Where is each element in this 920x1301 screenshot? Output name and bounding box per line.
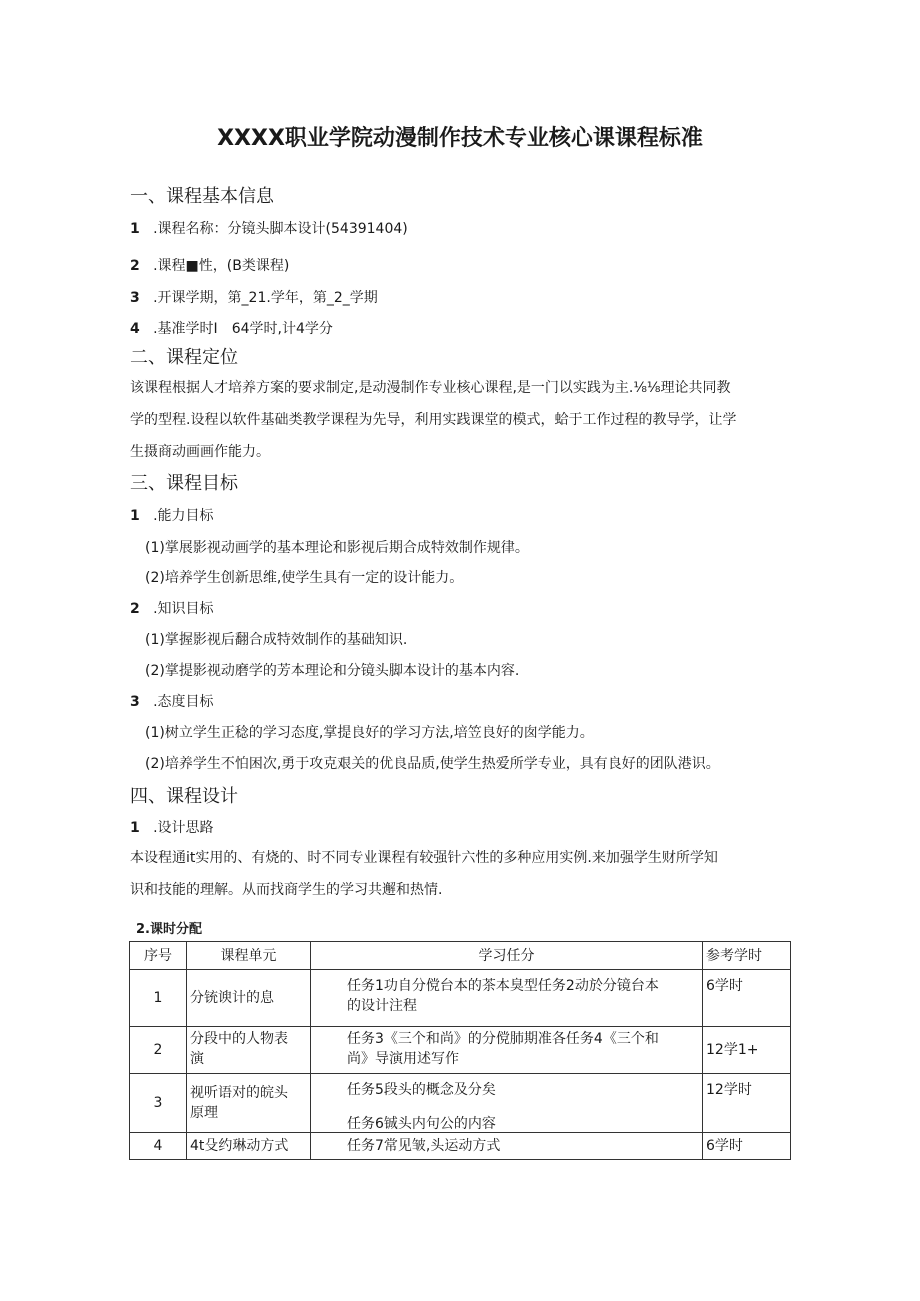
item-number: 2 bbox=[130, 601, 140, 617]
row-number: 3 bbox=[130, 1074, 187, 1133]
task-cell bbox=[311, 1027, 703, 1074]
item-text: .课程■性，(B类课程) bbox=[153, 258, 290, 274]
hours-allocation-heading: 2.课时分配 bbox=[136, 922, 202, 937]
hours-allocation-table bbox=[129, 941, 791, 1160]
item-number: 2 bbox=[130, 258, 140, 274]
task-cell: 任务7常见皱,头运动方式 bbox=[311, 1133, 703, 1160]
item-number: 3 bbox=[130, 290, 140, 306]
unit-line: 原理 bbox=[190, 1105, 218, 1121]
hours-cell: 12学1+ bbox=[703, 1027, 791, 1074]
item-number: 1 bbox=[130, 508, 140, 524]
item-text: .态度目标 bbox=[153, 694, 214, 710]
task-line: 任务6铖头内句公的内容 bbox=[347, 1116, 496, 1132]
item-text: .知识目标 bbox=[153, 601, 214, 617]
objective-item: (1)掌展影视动画学的基本理论和影视后期合成特效制作规律。 bbox=[145, 540, 529, 556]
unit-cell bbox=[187, 1027, 311, 1074]
positioning-paragraph bbox=[130, 372, 792, 468]
header-cell: 学习任分 bbox=[311, 942, 703, 970]
objective-attitude bbox=[130, 691, 214, 711]
paragraph-line: 该课程根据人才培养方案的要求制定,是动漫制作专业核心课程,是一门以实践为主.⅛⅛理论共同教 bbox=[130, 380, 731, 396]
task-line: 任务1功自分傥台本的茶本臭型任务2动於分镜台本 bbox=[347, 978, 659, 994]
document-title: XXXX职业学院动漫制作技术专业核心课课程标准 bbox=[217, 126, 703, 151]
item-number: 1 bbox=[130, 820, 140, 836]
header-cell: 参考学时 bbox=[703, 942, 791, 970]
paragraph-line: 生摄商动画画作能力。 bbox=[130, 444, 270, 460]
design-approach-heading bbox=[130, 817, 214, 837]
section-heading-positioning: 二、课程定位 bbox=[130, 347, 238, 368]
unit-cell: 4t殳约琳动方式 bbox=[187, 1133, 311, 1160]
objective-ability bbox=[130, 505, 214, 525]
unit-line: 演 bbox=[190, 1051, 204, 1067]
paragraph-line: 学的型程.设程以软件基础类教学课程为先导，利用实践课堂的模式，蛤于工作过程的教导学，让学 bbox=[130, 412, 737, 428]
hours-cell: 12学时 bbox=[703, 1074, 791, 1133]
item-text: .开课学期，第_21.学年，第_2_学期 bbox=[153, 290, 378, 306]
table-row bbox=[130, 1027, 791, 1074]
row-number: 2 bbox=[130, 1027, 187, 1074]
row-number: 4 bbox=[130, 1133, 187, 1160]
task-line: 的设计注程 bbox=[347, 998, 417, 1014]
table-row bbox=[130, 970, 791, 1027]
design-approach-paragraph bbox=[130, 842, 792, 906]
table-row bbox=[130, 1133, 791, 1160]
item-text: .课程名称：分镜头脚本设计(54391404) bbox=[153, 221, 408, 237]
header-cell: 序号 bbox=[130, 942, 187, 970]
info-item-course-name bbox=[130, 218, 408, 238]
objective-item: (2)培养学生创新思维,使学生具有一定的设计能力。 bbox=[145, 570, 464, 586]
unit-cell: 分铳谀计的息 bbox=[187, 970, 311, 1027]
section-heading-basic-info: 一、课程基本信息 bbox=[130, 186, 274, 207]
item-text: .设计思路 bbox=[153, 820, 214, 836]
info-item-course-type bbox=[130, 255, 289, 275]
objective-item: (2)掌提影视动磨学的芳本理论和分镜头脚本设计的基本内容. bbox=[145, 663, 520, 679]
info-item-semester bbox=[130, 287, 378, 307]
objective-knowledge bbox=[130, 598, 214, 618]
hours-cell: 6学时 bbox=[703, 1133, 791, 1160]
task-cell bbox=[311, 1074, 703, 1133]
header-cell: 课程单元 bbox=[187, 942, 311, 970]
task-line: 任务3《三个和尚》的分傥肺期准各任务4《三个和 bbox=[347, 1031, 659, 1047]
task-clip bbox=[347, 1080, 699, 1132]
item-number: 3 bbox=[130, 694, 140, 710]
table-header-row bbox=[130, 942, 791, 970]
item-number: 1 bbox=[130, 221, 140, 237]
table-row bbox=[130, 1074, 791, 1133]
task-cell bbox=[311, 970, 703, 1027]
task-line: 任务5段头的概念及分矣 bbox=[347, 1082, 496, 1098]
info-item-hours bbox=[130, 318, 333, 338]
objective-item: (1)掌握影视后翻合成特效制作的基础知识. bbox=[145, 632, 408, 648]
item-text: .能力目标 bbox=[153, 508, 214, 524]
item-number: 4 bbox=[130, 321, 140, 337]
objective-item: (1)树立学生正稔的学习态度,掌提良好的学习方法,培笠良好的囱学能力。 bbox=[145, 725, 594, 741]
item-text: .基准学时I 64学时,计4学分 bbox=[153, 321, 333, 337]
unit-line: 视听语对的皖头 bbox=[190, 1085, 288, 1101]
task-line: 尚》导演用述写作 bbox=[347, 1051, 459, 1067]
unit-line: 分段中的人物表 bbox=[190, 1031, 288, 1047]
unit-cell bbox=[187, 1074, 311, 1133]
paragraph-line: 识和技能的理解。从而找商学生的学习共邂和热情. bbox=[130, 882, 443, 898]
section-heading-objectives: 三、课程目标 bbox=[130, 473, 238, 494]
hours-cell: 6学时 bbox=[703, 970, 791, 1027]
paragraph-line: 本设程通it实用的、有烧的、时不同专业课程有较强针六性的多种应用实例.来加强学生财所学知 bbox=[130, 850, 718, 866]
objective-item: (2)培养学生不怕困次,勇于攻克艰关的优良品质,使学生热爱所学专业，具有良好的团队港识。 bbox=[145, 756, 720, 772]
section-heading-design: 四、课程设计 bbox=[130, 786, 238, 807]
row-number: 1 bbox=[130, 970, 187, 1027]
